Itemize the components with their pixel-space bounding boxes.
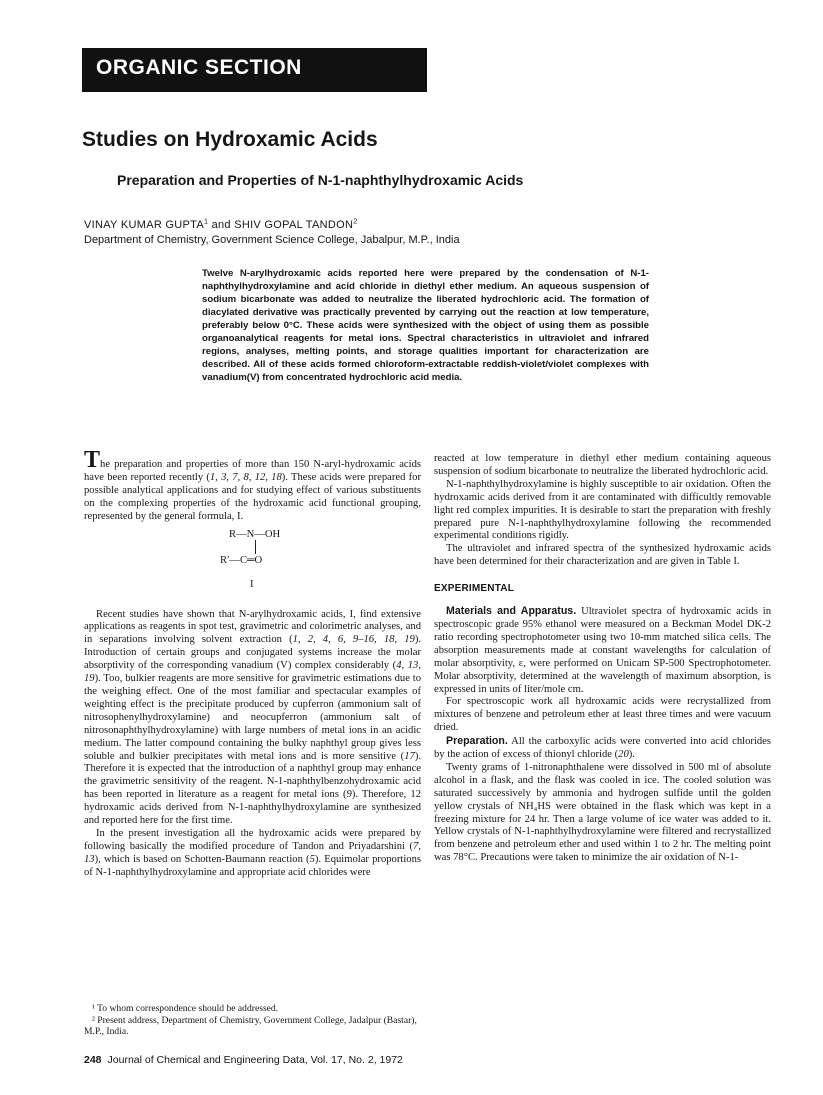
footnote-marker: 2 — [353, 218, 358, 226]
body-paragraph: Preparation. All the carboxylic acids were converted into acid chlorides by the action of excess of thionyl chloride (20). — [434, 735, 771, 761]
body-paragraph: For spectroscopic work all hydroxamic acids were recrystallized from mixtures of benzene and petroleum ether at least three times and were vacuum dried. — [434, 696, 771, 734]
footnotes — [84, 1003, 421, 1038]
formula-bond — [255, 540, 256, 554]
author-name: SHIV GOPAL TANDON — [234, 219, 354, 231]
citation: 17 — [404, 750, 415, 762]
author-line — [84, 219, 357, 231]
article-title: Studies on Hydroxamic Acids — [82, 128, 378, 151]
body-paragraph: The preparation and properties of more than 150 N-aryl-hydroxamic acids have been reported recently (1, 3, 7, 8, 12, 18). These acids were prepared for possible analytical applications and for studying effect of various substituents on the complexing properties of the hydroxamic acid functional grouping, represented by the general formula, I. — [84, 447, 421, 522]
formula-top: R—N—OH — [229, 528, 281, 540]
formula-bottom: R′—C═O — [220, 554, 263, 566]
page-footer — [84, 1054, 403, 1066]
footnote: ¹ To whom correspondence should be addressed. — [92, 1003, 279, 1014]
journal-citation: Journal of Chemical and Engineering Data, Vol. 17, No. 2, 1972 — [107, 1054, 403, 1066]
section-heading: EXPERIMENTAL — [434, 583, 514, 595]
affiliation: Department of Chemistry, Government Science College, Jabalpur, M.P., India — [84, 234, 460, 246]
body-paragraph: Twenty grams of 1-nitronaphthalene were dissolved in 500 ml of absolute alcohol in a flask, and the flask was cooled in ice. The cooled solution was saturated successively by ammonia and hydrogen sulfide until the golden yellow crystals of NH₄HS were obtained in the flask which was kept in a freezing mixture for 24 hr. Then a large volume of ice water was added to it. Yellow crystals of N-1-naphthylhydroxylamine were filtered and recrystallized from benzene and petroleum ether and used within 1 to 2 hr. The melting point was 78°C. Precautions were taken to minimize the air oxidation of N-1- — [434, 761, 771, 864]
citation: 9 — [346, 789, 352, 801]
body-paragraph: In the present investigation all the hydroxamic acids were prepared by following basically the modified procedure of Tandon and Priyadarshini (7, 13), which is based on Schotten-Baumann reaction (5). Equimolar proportions of N-1-naphthylhydroxylamine and appropriate acid chlorides were — [84, 827, 421, 878]
general-formula — [84, 527, 421, 605]
citation: 20 — [618, 749, 629, 761]
section-banner — [82, 48, 427, 92]
citation: 7, 13 — [84, 840, 421, 865]
citation: 1, 2, 4, 6, 9–16, 18, 19 — [292, 634, 415, 646]
body-paragraph: The ultraviolet and infrared spectra of the synthesized hydroxamic acids have been determined for their characterization and are given in Table I. — [434, 543, 771, 568]
footnote-marker: 1 — [204, 218, 209, 226]
drop-cap: T — [84, 447, 101, 473]
run-in-heading: Materials and Apparatus. — [446, 605, 577, 618]
section-banner-label: ORGANIC SECTION — [96, 56, 302, 79]
body-paragraph: Materials and Apparatus. Ultraviolet spectra of hydroxamic acids in spectroscopic grade 95% ethanol were measured on a Beckman Model DK-2 ratio recording spectrophotometer using two 10-mm matched silica cells. The absorption measurements made at constant wavelengths for calculation of molar absorptivity, ε, were performed on Unicam SP-500 Spectrophotometer. Molar absorptivity, determined at the wavelength of maximum absorption, is expressed in units of liter/mole cm. — [434, 605, 771, 695]
page-number: 248 — [84, 1054, 102, 1066]
left-column — [84, 447, 422, 880]
citation: 1, 3, 7, 8, 12, 18 — [209, 471, 282, 483]
article-subtitle: Preparation and Properties of N-1-naphthylhydroxamic Acids — [117, 172, 524, 188]
body-paragraph: reacted at low temperature in diethyl ether medium containing aqueous suspension of sodium bicarbonate to neutralize the liberated hydrochloric acid. — [434, 453, 771, 477]
abstract: Twelve N-arylhydroxamic acids reported here were prepared by the condensation of N-1-naphthylhydroxylamine and acid chloride in diethyl ether medium. An aqueous suspension of sodium bicarbonate was added to neutralize the liberated hydrochloric acid. The formation of diacylated derivative was practically prevented by carrying out the reaction at low temperature, preferably below 0°C. These acids were synthesized with the object of using them as possible organoanalytical reagents for metal ions. Spectral characteristics in ultraviolet and infrared regions, analyses, melting points, and storage qualities important for characterization are described. All of these acids formed chloroform-extractable reddish-violet/violet complexes with vanadium(V) from concentrated hydrochloric acid media. — [202, 268, 649, 383]
citation: 5 — [309, 853, 315, 865]
citation: 4, 13, 19 — [84, 660, 421, 685]
body-paragraph: N-1-naphthylhydroxylamine is highly susceptible to air oxidation. Often the hydroxamic acids derived from it are contaminated with difficultly removable light red complex impurities. It is desirable to start the preparation with freshly prepared pure N-1-naphthylhydroxylamine following the recommended experimental conditions rigidly. — [434, 478, 771, 542]
author-conjunction: and — [208, 219, 235, 231]
run-in-heading: Preparation. — [446, 735, 508, 748]
formula-label: I — [250, 578, 254, 590]
body-paragraph: Recent studies have shown that N-arylhydroxamic acids, I, find extensive applications as reagents in spot test, gravimetric and colorimetric analyses, and in separations involving solvent extraction (1, 2, 4, 6, 9–16, 18, 19). Introduction of certain groups and conjugated systems increase the molar absorptivity of the corresponding vanadium (V) complex considerably (4, 13, 19). Too, bulkier reagents are more sensitive for gravimetric estimations due to the weighing effect. One of the most familiar and spectacular examples of weighting effect is the precipitate produced by cupferron (ammonium salt of nitrosophenylhydroxylamine) and neocupferron (ammonium salt of nitrosonaphthylhydroxylamine) with large numbers of metal ions in an acidic medium. The latter compound containing the bulky naphthyl group gives less soluble and bulkier precipitates with metal ions and is more sensitive (17). Therefore it is expected that the introduction of a naphthyl group may enhance the gravimetric sensitivity of the reagent. N-1-naphthylbenzohydroxamic acid has been reported in literature as a reagent for metal ions (9). Therefore, 12 hydroxamic acids derived from N-1-naphthylhydroxylamine are synthesized and reported here for the first time. — [84, 608, 422, 827]
author-name: VINAY KUMAR GUPTA — [84, 219, 205, 231]
right-column — [434, 453, 771, 865]
footnote: ² Present address, Department of Chemistry, Government College, Jadalpur (Bastar), M.P., India. — [84, 1014, 417, 1037]
